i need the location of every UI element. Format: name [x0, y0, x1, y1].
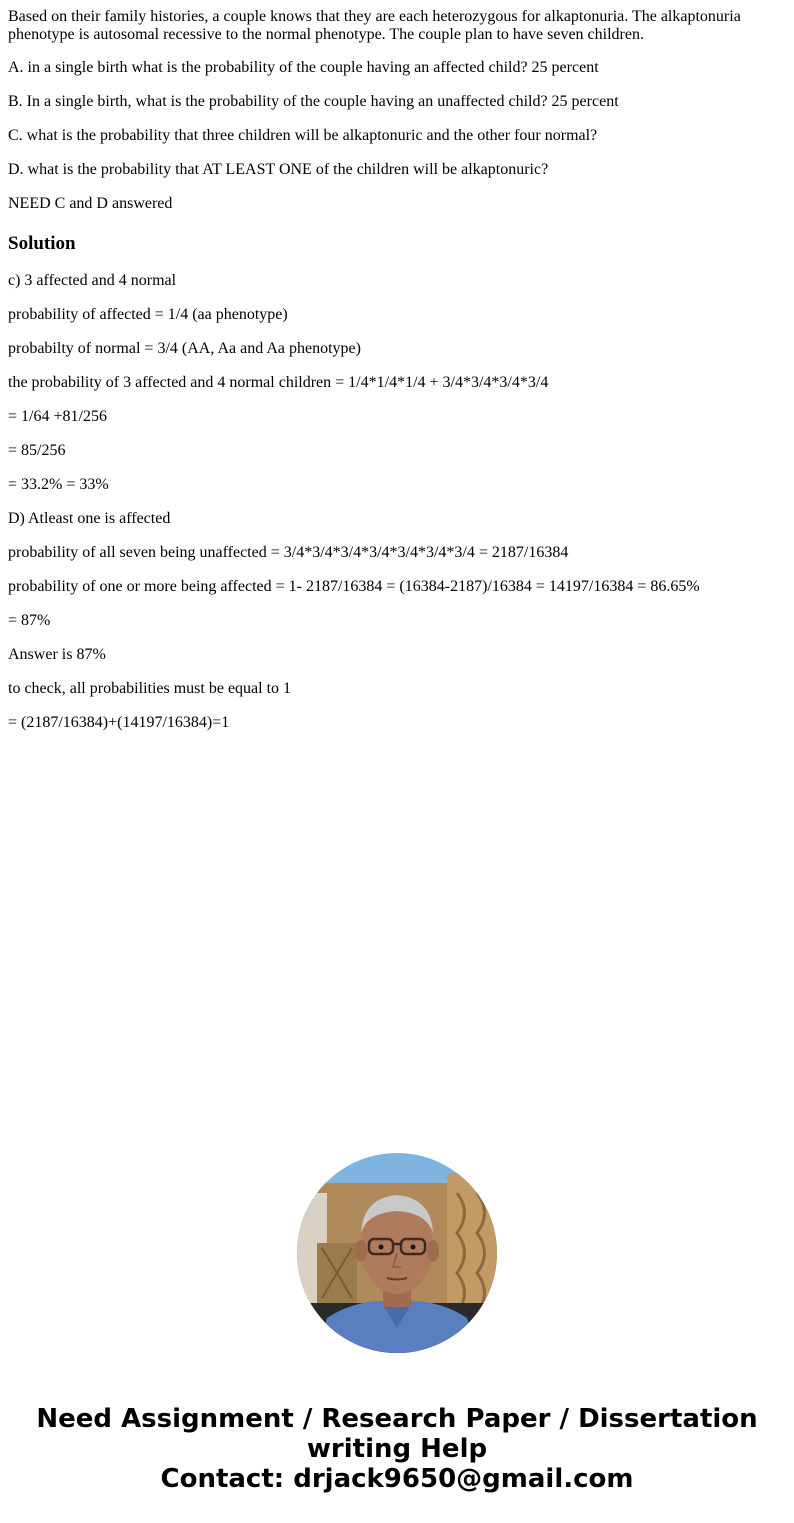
solution-line: probabilty of normal = 3/4 (AA, Aa and Aa phenotype) — [8, 340, 361, 357]
footer-line-2: writing Help — [306, 1434, 488, 1464]
author-portrait-illustration — [297, 1153, 497, 1353]
solution-heading: Solution — [8, 233, 76, 254]
question-part-d: D. what is the probability that AT LEAST ONE of the children will be alkaptonuric? — [8, 161, 549, 178]
solution-line: = 85/256 — [8, 442, 66, 459]
question-part-b: B. In a single birth, what is the probability of the couple having an unaffected child? 25 percent — [8, 93, 619, 110]
solution-line: probability of one or more being affected = 1- 2187/16384 = (16384-2187)/16384 = 14197/16384 = 86.65% — [8, 578, 700, 595]
author-avatar — [297, 1153, 497, 1353]
footer-line-1: Need Assignment / Research Paper / Dissertation — [36, 1404, 758, 1434]
solution-line: to check, all probabilities must be equal to 1 — [8, 680, 292, 697]
question-part-a: A. in a single birth what is the probability of the couple having an affected child? 25 percent — [8, 59, 599, 76]
footer-contact: Contact: drjack9650@gmail.com — [160, 1464, 634, 1494]
solution-line: probability of all seven being unaffected = 3/4*3/4*3/4*3/4*3/4*3/4*3/4 = 2187/16384 — [8, 544, 569, 561]
solution-line: D) Atleast one is affected — [8, 510, 171, 527]
solution-line: the probability of 3 affected and 4 normal children = 1/4*1/4*1/4 + 3/4*3/4*3/4*3/4 — [8, 374, 549, 391]
solution-line: Answer is 87% — [8, 646, 106, 663]
solution-line: c) 3 affected and 4 normal — [8, 272, 177, 289]
solution-line: = (2187/16384)+(14197/16384)=1 — [8, 714, 230, 731]
solution-line: probability of affected = 1/4 (aa phenotype) — [8, 306, 288, 323]
question-request: NEED C and D answered — [8, 195, 173, 212]
footer-promo — [0, 1404, 794, 1494]
solution-line: = 1/64 +81/256 — [8, 408, 107, 425]
solution-line: = 33.2% = 33% — [8, 476, 109, 493]
question-part-c: C. what is the probability that three children will be alkaptonuric and the other four normal? — [8, 127, 598, 144]
solution-line: = 87% — [8, 612, 51, 629]
question-intro: Based on their family histories, a couple knows that they are each heterozygous for alkaptonuria. The alkaptonuria phenotype is autosomal recessive to the normal phenotype. The couple plan to have seven children. — [8, 8, 741, 43]
